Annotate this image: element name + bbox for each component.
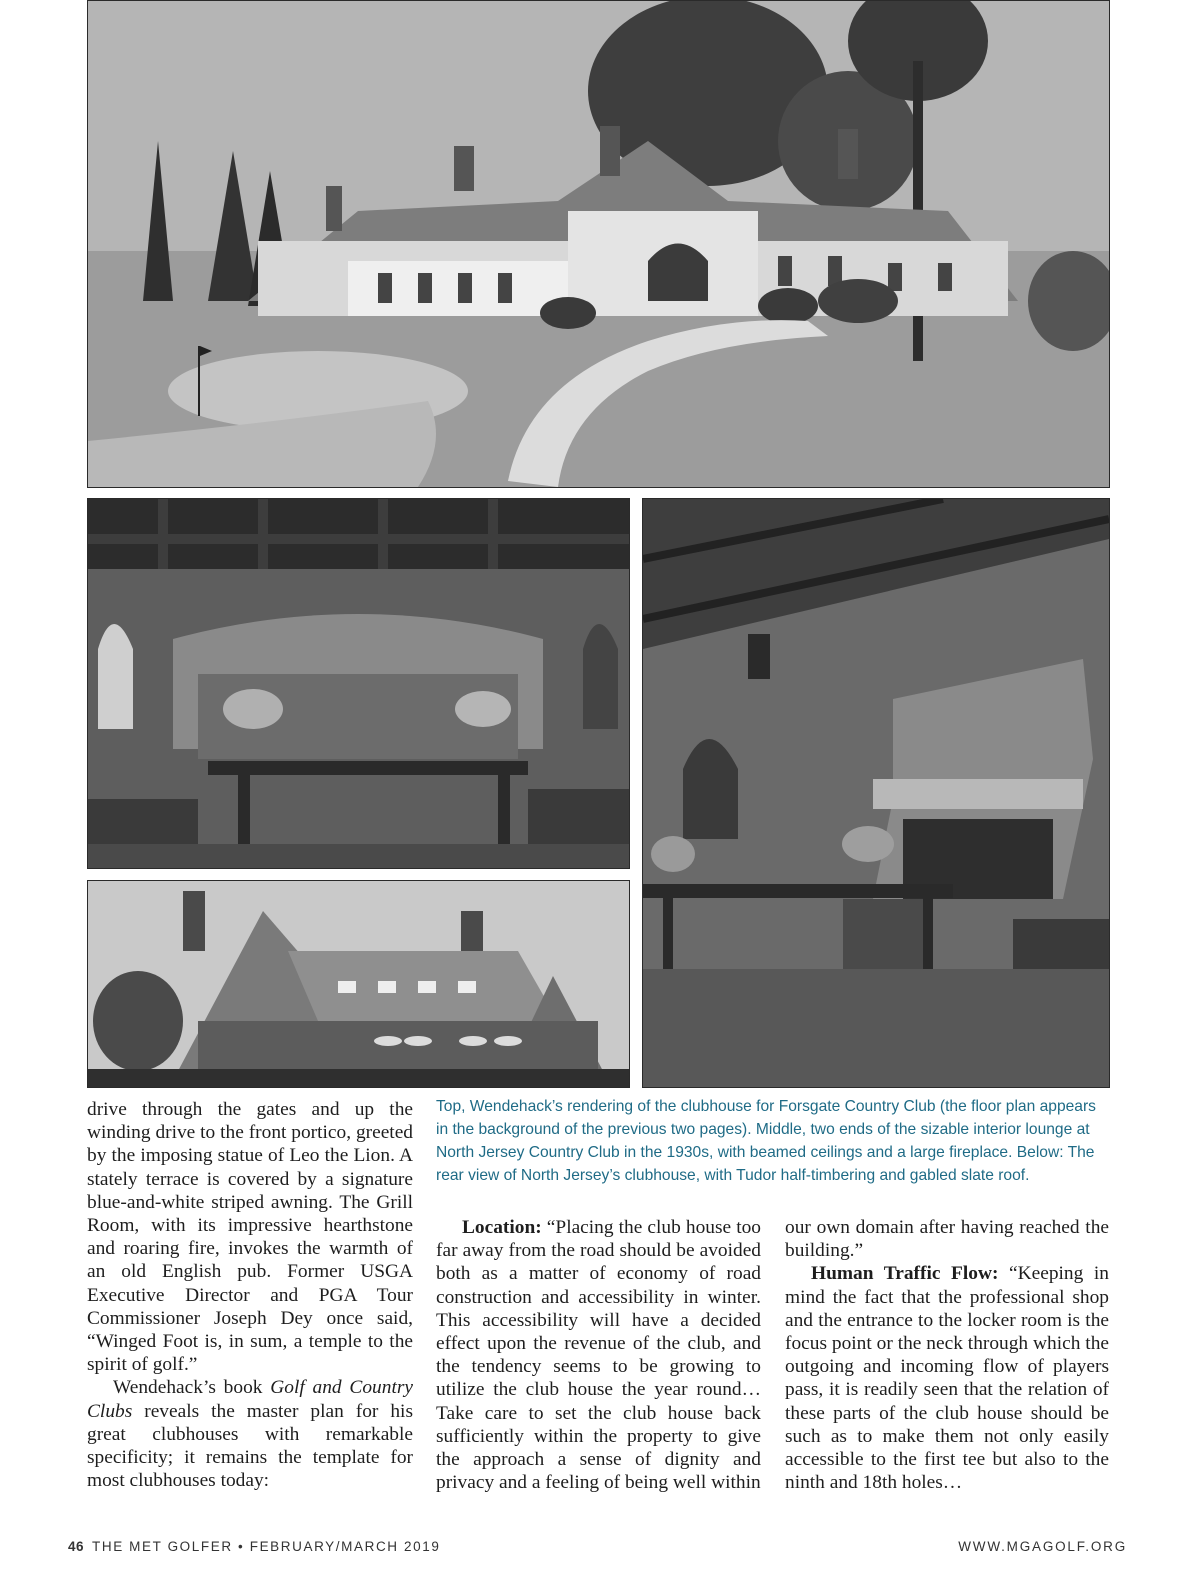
photo-caption: Top, Wendehack’s rendering of the clubhouse for Forsgate Country Club (the floor plan appears in the background of the previous two pages). Middle, two ends of the sizable interior lounge at North Jersey Country Club in the 1930s, with beamed ceilings and a large fireplace. Below: The rear view of North Jersey’s clubhouse, with Tudor half-timbering and gabled slate roof. (436, 1098, 1096, 1184)
run-in-heading-location: Location: (462, 1217, 542, 1238)
article-column-1 (87, 1098, 413, 1492)
footer-website: WWW.MGAGOLF.ORG (958, 1539, 1127, 1554)
photo-clubhouse-rendering (87, 0, 1110, 488)
paragraph: drive through the gates and up the winding drive to the front portico, greeted by the imposing statue of Leo the Lion. A stately terrace is covered by a signature blue-and-white striped awning. The Grill Room, with its impressive hearthstone and roaring fire, invokes the warmth of an old English pub. Former USGA Executive Director and PGA Tour Commissioner Joseph Dey once said, “Winged Foot is, in sum, a temple to the spirit of golf.” (87, 1099, 413, 1376)
book-title: Golf and Country Clubs (87, 1377, 413, 1422)
footer-folio (68, 1539, 440, 1554)
paragraph: Human Traffic Flow: “Keeping in mind the fact that the professional shop and the entrance to the locker room is the focus point or the neck through which the outgoing and incoming flow of players pass, it is readily seen that the relation of these parts of the club house should be such as to make them not only easily accessible to the first tee but also to the ninth and 18th holes… (785, 1263, 1110, 1494)
paragraph: Location: “Placing the club house too far away from the road should be avoided both as a matter of economy of road construction and accessibility in winter. This accessibility will have a decided effect upon the revenue of the club, and the tendency seems to be growing to utilize the club house the year round…Take care to set the club house back sufficiently within the property to give the approach a sense of dignity and privacy and a feeling of being well within (436, 1217, 761, 1494)
paragraph: our own domain after having reached the building.” (785, 1217, 1109, 1262)
photo-lounge-fireplace (642, 498, 1110, 1088)
article-column-2 (436, 1216, 761, 1494)
photo-clubhouse-rear-view (87, 880, 630, 1088)
photo-lounge-interior (87, 498, 630, 869)
publication-line: THE MET GOLFER • FEBRUARY/MARCH 2019 (92, 1539, 441, 1554)
run-in-heading-traffic-flow: Human Traffic Flow: (811, 1263, 999, 1285)
article-column-3 (785, 1216, 1109, 1494)
page-number: 46 (68, 1539, 85, 1554)
paragraph: Wendehack’s book Golf and Country Clubs reveals the master plan for his great clubhouses with remarkable specificity; it remains the template for most clubhouses today: (87, 1377, 413, 1492)
